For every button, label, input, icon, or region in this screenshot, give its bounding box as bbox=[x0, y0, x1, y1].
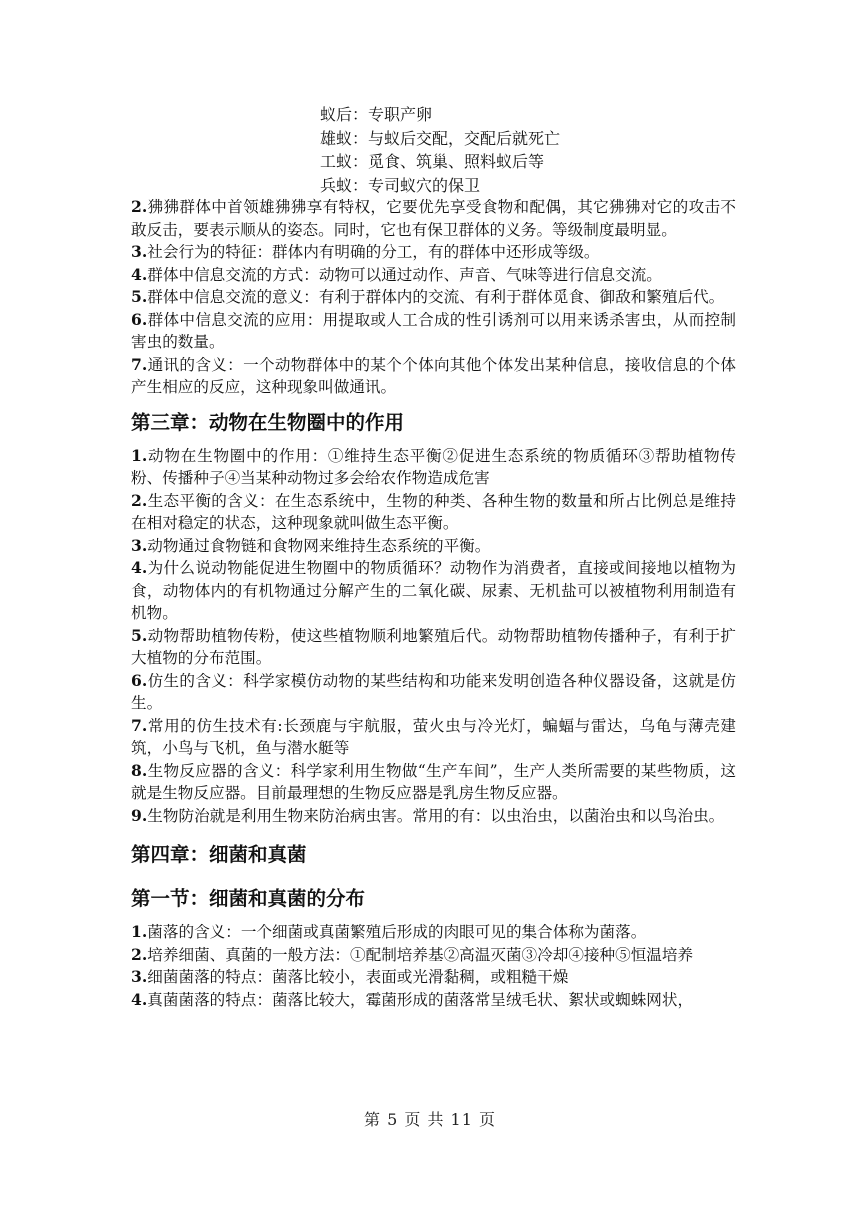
page-footer: 第 5 页 共 11 页 bbox=[364, 1110, 496, 1129]
item-text: 真菌菌落的特点：菌落比较大，霉菌形成的菌落常呈绒毛状、絮状或蜘蛛网状， bbox=[147, 990, 694, 1009]
item-number: 7. bbox=[131, 354, 148, 374]
ant-roles-list bbox=[320, 103, 560, 197]
document-body bbox=[131, 196, 736, 1011]
item-text: 生物防治就是利用生物来防治病虫害。常用的有：以虫治虫，以菌治虫和以鸟治虫。 bbox=[147, 806, 725, 825]
item-number: 4. bbox=[131, 264, 148, 284]
paragraph bbox=[131, 354, 736, 399]
paragraph bbox=[131, 196, 736, 241]
section-bacteria-distribution bbox=[131, 921, 736, 1011]
item-number: 9. bbox=[131, 805, 148, 825]
paragraph bbox=[131, 309, 736, 354]
ant-role-line: 雄蚁：与蚁后交配，交配后就死亡 bbox=[320, 128, 561, 148]
item-number: 5. bbox=[131, 625, 148, 645]
item-text: 动物在生物圈中的作用：①维持生态平衡②促进生态系统的物质循环③帮助植物传粉、传播种子④当某种动物过多会给农作物造成危害 bbox=[131, 446, 736, 487]
paragraph bbox=[131, 557, 736, 625]
chapter-4-heading: 第四章：细菌和真菌 bbox=[131, 843, 307, 866]
paragraph bbox=[131, 944, 736, 967]
item-number: 1. bbox=[131, 922, 148, 941]
item-number: 3. bbox=[131, 967, 148, 986]
item-number: 6. bbox=[131, 670, 148, 690]
section-social-behavior bbox=[131, 196, 736, 399]
item-number: 3. bbox=[131, 242, 148, 261]
paragraph bbox=[131, 966, 736, 989]
paragraph bbox=[131, 490, 736, 535]
item-number: 2. bbox=[131, 944, 148, 964]
section-1-heading: 第一节：细菌和真菌的分布 bbox=[131, 887, 366, 910]
paragraph bbox=[131, 760, 736, 805]
paragraph bbox=[131, 445, 736, 490]
ant-role-line: 蚁后：专职产卵 bbox=[320, 105, 433, 124]
item-number: 2. bbox=[131, 490, 148, 510]
item-text: 生态平衡的含义：在生态系统中，生物的种类、各种生物的数量和所占比例总是维持在相对稳定的状态，这种现象就叫做生态平衡。 bbox=[131, 491, 736, 532]
paragraph bbox=[131, 535, 736, 558]
paragraph bbox=[131, 241, 736, 264]
item-number: 4. bbox=[131, 989, 148, 1009]
item-text: 群体中信息交流的应用：用提取或人工合成的性引诱剂可以用来诱杀害虫，从而控制害虫的数量。 bbox=[131, 310, 736, 351]
item-text: 群体中信息交流的意义：有利于群体内的交流、有利于群体觅食、御敌和繁殖后代。 bbox=[147, 288, 725, 306]
item-number: 2. bbox=[131, 197, 148, 216]
item-number: 4. bbox=[131, 558, 148, 577]
section-animal-role bbox=[131, 445, 736, 828]
paragraph bbox=[131, 805, 736, 828]
item-number: 8. bbox=[131, 760, 148, 780]
item-text: 动物通过食物链和食物网来维持生态系统的平衡。 bbox=[147, 536, 491, 555]
item-text: 动物帮助植物传粉，使这些植物顺利地繁殖后代。动物帮助植物传播种子，有利于扩大植物的分布范围。 bbox=[131, 626, 736, 667]
paragraph bbox=[131, 264, 736, 287]
ant-role-line: 兵蚁：专司蚁穴的保卫 bbox=[320, 175, 481, 195]
paragraph bbox=[131, 989, 736, 1012]
chapter-3-heading: 第三章：动物在生物圈中的作用 bbox=[131, 410, 405, 434]
paragraph bbox=[131, 921, 736, 944]
item-text: 仿生的含义：科学家模仿动物的某些结构和功能来发明创造各种仪器设备，这就是仿生。 bbox=[131, 671, 736, 712]
item-number: 7. bbox=[131, 715, 148, 735]
item-text: 培养细菌、真菌的一般方法：①配制培养基②高温灭菌③冷却④接种⑤恒温培养 bbox=[147, 945, 694, 964]
item-number: 6. bbox=[131, 309, 148, 329]
item-number: 3. bbox=[131, 535, 148, 555]
item-number: 1. bbox=[131, 445, 148, 465]
item-text: 狒狒群体中首领雄狒狒享有特权，它要优先享受食物和配偶，其它狒狒对它的攻击不敢反击，要表示顺从的姿态。同时，它也有保卫群体的义务。等级制度最明显。 bbox=[131, 198, 736, 239]
item-text: 社会行为的特征：群体内有明确的分工，有的群体中还形成等级。 bbox=[147, 243, 600, 261]
item-text: 群体中信息交流的方式：动物可以通过动作、声音、气味等进行信息交流。 bbox=[147, 265, 662, 284]
item-text: 为什么说动物能促进生物圈中的物质循环？动物作为消费者，直接或间接地以植物为食，动物体内的有机物通过分解产生的二氧化碳、尿素、无机盐可以被植物利用制造有机物。 bbox=[131, 559, 736, 622]
item-text: 菌落的含义：一个细菌或真菌繁殖后形成的肉眼可见的集合体称为菌落。 bbox=[147, 923, 647, 941]
paragraph bbox=[131, 715, 736, 760]
paragraph bbox=[131, 286, 736, 309]
paragraph bbox=[131, 670, 736, 715]
ant-role-line: 工蚁：觅食、筑巢、照料蚁后等 bbox=[320, 152, 545, 171]
paragraph bbox=[131, 625, 736, 670]
item-number: 5. bbox=[131, 287, 148, 306]
item-text: 常用的仿生技术有:长颈鹿与宇航服，萤火虫与冷光灯，蝙蝠与雷达，乌龟与薄壳建筑，小鸟与飞机，鱼与潜水艇等 bbox=[131, 716, 736, 757]
item-text: 细菌菌落的特点：菌落比较小，表面或光滑黏稠，或粗糙干燥 bbox=[147, 968, 569, 986]
item-text: 通讯的含义：一个动物群体中的某个个体向其他个体发出某种信息，接收信息的个体产生相应的反应，这种现象叫做通讯。 bbox=[131, 355, 736, 396]
item-text: 生物反应器的含义：科学家利用生物做“生产车间”，生产人类所需要的某些物质，这就是生物反应器。目前最理想的生物反应器是乳房生物反应器。 bbox=[131, 761, 736, 802]
